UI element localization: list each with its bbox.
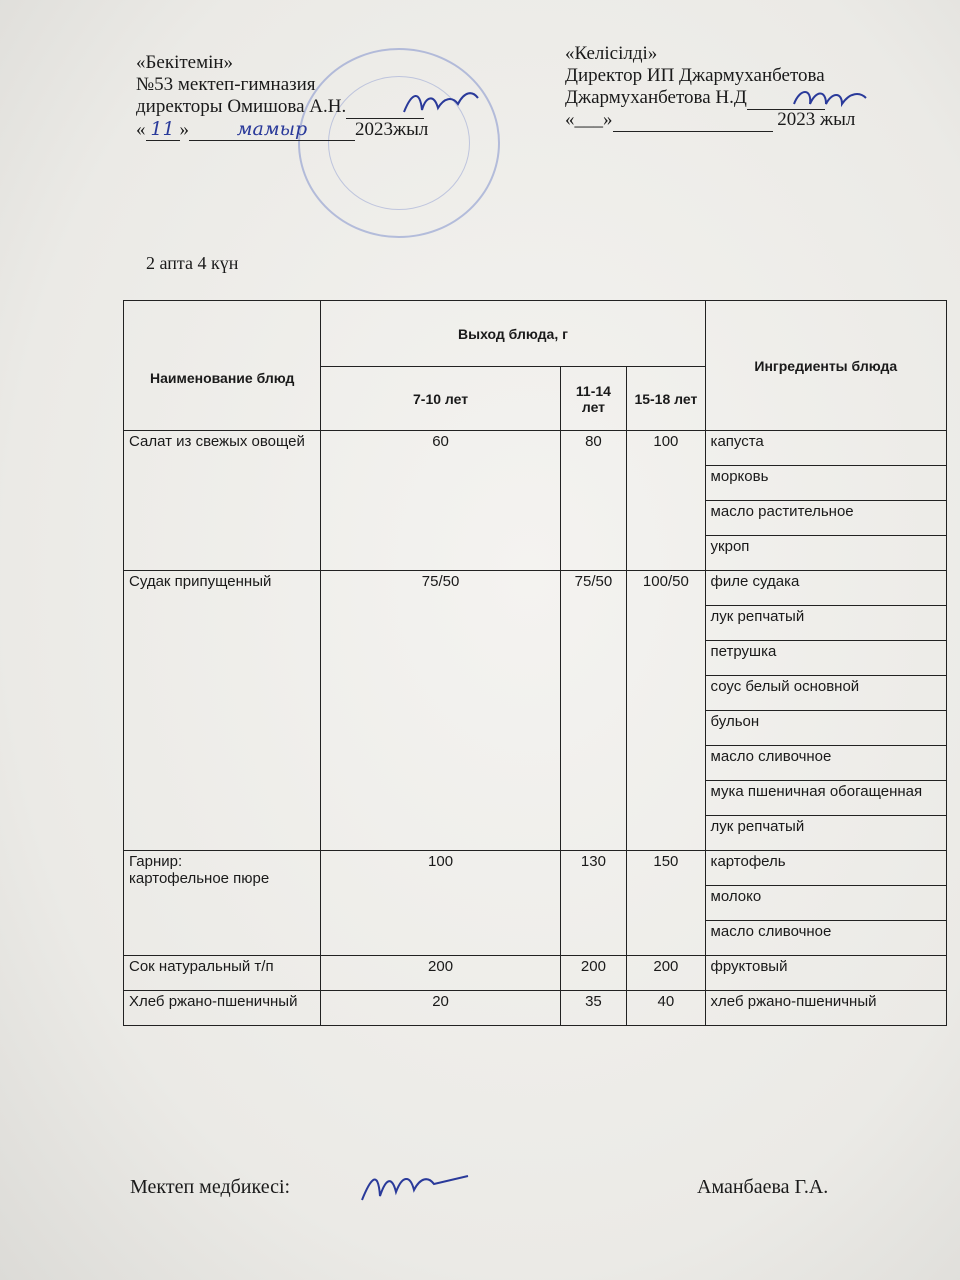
output-11-14-cell: 130 [560, 851, 627, 956]
company-signature [790, 84, 870, 114]
ingredient-cell: масло сливочное [705, 746, 946, 781]
header-age-15-18: 15-18 лет [627, 367, 705, 431]
table-row [124, 431, 947, 466]
menu-table [123, 300, 947, 1026]
header-age-7-10: 7-10 лет [321, 367, 560, 431]
approval-left-school: №53 мектеп-гимназия [136, 74, 316, 95]
ingredient-cell: масло растительное [705, 501, 946, 536]
ingredient-cell: филе судака [705, 571, 946, 606]
output-7-10-cell: 200 [321, 956, 560, 991]
output-7-10-cell: 100 [321, 851, 560, 956]
dish-name-cell: Хлеб ржано-пшеничный [124, 991, 321, 1026]
menu-body [124, 431, 947, 1026]
nurse-label: Мектеп медбикесі: [130, 1176, 291, 1198]
output-7-10-cell: 60 [321, 431, 560, 571]
approval-left-director: директоры Омишова А.Н. [136, 96, 428, 118]
output-7-10-cell: 20 [321, 991, 560, 1026]
output-11-14-cell: 35 [560, 991, 627, 1026]
nurse-signature [356, 1162, 472, 1208]
ingredient-cell: бульон [705, 711, 946, 746]
output-15-18-cell: 100/50 [627, 571, 705, 851]
table-row [124, 571, 947, 606]
ingredient-cell: молоко [705, 886, 946, 921]
approval-right-title: «Келісілді» [565, 43, 658, 64]
ingredient-cell: петрушка [705, 641, 946, 676]
approval-right-company: Директор ИП Джармуханбетова [565, 65, 825, 86]
header-dish-name: Наименование блюд [124, 301, 321, 431]
director-signature [398, 86, 482, 124]
ingredient-cell: лук репчатый [705, 606, 946, 641]
approval-right-director: Джармуханбетова Н.Д [565, 87, 855, 109]
output-11-14-cell: 80 [560, 431, 627, 571]
ingredient-cell: хлеб ржано-пшеничный [705, 991, 946, 1026]
ingredient-cell: капуста [705, 431, 946, 466]
dish-name-cell: Салат из свежых овощей [124, 431, 321, 571]
dish-name-cell: Сок натуральный т/п [124, 956, 321, 991]
approval-right-date: «___» 2023 жыл [565, 109, 856, 130]
output-15-18-cell: 150 [627, 851, 705, 956]
ingredient-cell: лук репчатый [705, 816, 946, 851]
dish-name-cell: Гарнир: картофельное пюре [124, 851, 321, 956]
ingredient-cell: мука пшеничная обогащенная [705, 781, 946, 816]
output-15-18-cell: 100 [627, 431, 705, 571]
table-row [124, 991, 947, 1026]
ingredient-cell: масло сливочное [705, 921, 946, 956]
ingredient-cell: фруктовый [705, 956, 946, 991]
output-11-14-cell: 75/50 [560, 571, 627, 851]
ingredient-cell: морковь [705, 466, 946, 501]
output-11-14-cell: 200 [560, 956, 627, 991]
table-row [124, 956, 947, 991]
output-7-10-cell: 75/50 [321, 571, 560, 851]
ingredient-cell: картофель [705, 851, 946, 886]
header-output: Выход блюда, г [321, 301, 705, 367]
approval-block-left [136, 52, 428, 140]
dish-name-cell: Судак припущенный [124, 571, 321, 851]
output-15-18-cell: 200 [627, 956, 705, 991]
week-day-label: 2 апта 4 күн [146, 253, 239, 273]
table-row [124, 851, 947, 886]
approval-left-title: «Бекітемін» [136, 52, 234, 73]
ingredient-cell: соус белый основной [705, 676, 946, 711]
nurse-name: Аманбаева Г.А. [697, 1176, 829, 1198]
header-age-11-14: 11-14 лет [560, 367, 627, 431]
header-ingredients: Ингредиенты блюда [705, 301, 946, 431]
output-15-18-cell: 40 [627, 991, 705, 1026]
approval-left-date: « 11 » мамыр 2023жыл [136, 118, 429, 140]
ingredient-cell: укроп [705, 536, 946, 571]
